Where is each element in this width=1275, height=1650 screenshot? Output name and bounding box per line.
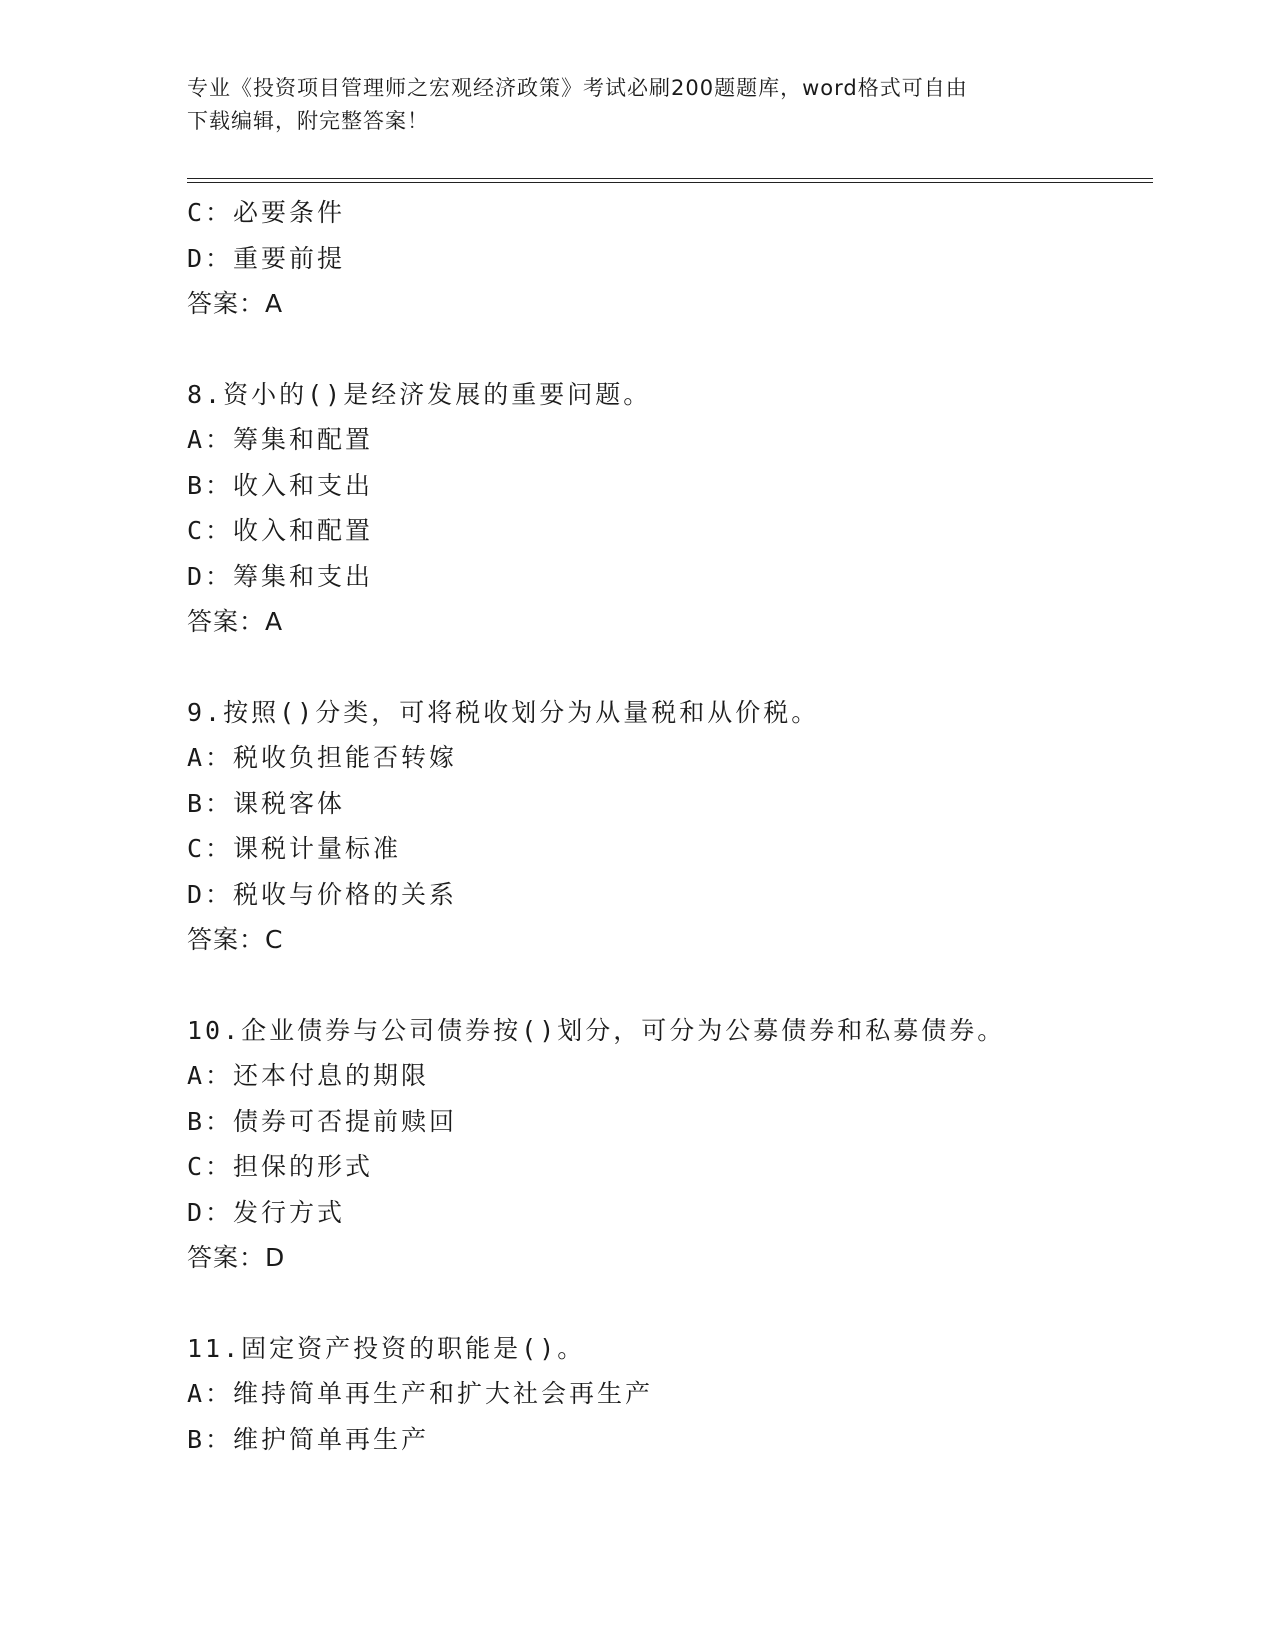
- option-a: A：还本付息的期限: [187, 1061, 430, 1090]
- answer-line: 答案：C: [187, 925, 284, 954]
- option-c: C：必要条件: [187, 198, 346, 227]
- header-line-1: 专业《投资项目管理师之宏观经济政策》考试必刷200题题库，word格式可自由: [187, 76, 968, 100]
- answer-line: 答案：A: [187, 289, 284, 318]
- option-b: B：收入和支出: [187, 470, 374, 500]
- option-c: C：课税计量标准: [187, 834, 402, 863]
- question-stem: 9.按照()分类，可将税收划分为从量税和从价税。: [187, 697, 820, 727]
- option-d: D：筹集和支出: [187, 561, 374, 591]
- question-10: [187, 1008, 1153, 1281]
- question-stem: 8.资小的()是经济发展的重要问题。: [187, 379, 652, 409]
- question-9: [187, 690, 1153, 963]
- option-d: D：重要前提: [187, 243, 346, 273]
- answer-line: 答案：D: [187, 1243, 286, 1272]
- option-b: B：债券可否提前赎回: [187, 1106, 458, 1136]
- option-a: A：筹集和配置: [187, 425, 374, 454]
- option-a: A：税收负担能否转嫁: [187, 743, 458, 772]
- option-b: B：课税客体: [187, 788, 346, 818]
- answer-line: 答案：A: [187, 607, 284, 636]
- option-b: B：维护简单再生产: [187, 1424, 430, 1454]
- option-c: C：担保的形式: [187, 1152, 374, 1181]
- option-d: D：税收与价格的关系: [187, 879, 458, 909]
- header-divider-top: [187, 178, 1153, 179]
- option-a: A：维持简单再生产和扩大社会再生产: [187, 1379, 654, 1408]
- question-11: [187, 1326, 1153, 1463]
- option-d: D：发行方式: [187, 1197, 346, 1227]
- question-stem: 11.固定资产投资的职能是()。: [187, 1333, 586, 1363]
- option-c: C：收入和配置: [187, 516, 374, 545]
- header-divider-bottom: [187, 182, 1153, 183]
- question-stem: 10.企业债券与公司债券按()划分，可分为公募债券和私募债券。: [187, 1015, 1006, 1045]
- question-8: [187, 372, 1153, 645]
- document-header: [187, 72, 1087, 138]
- header-line-2: 下载编辑，附完整答案！: [187, 109, 429, 133]
- question-list: [187, 190, 1153, 1462]
